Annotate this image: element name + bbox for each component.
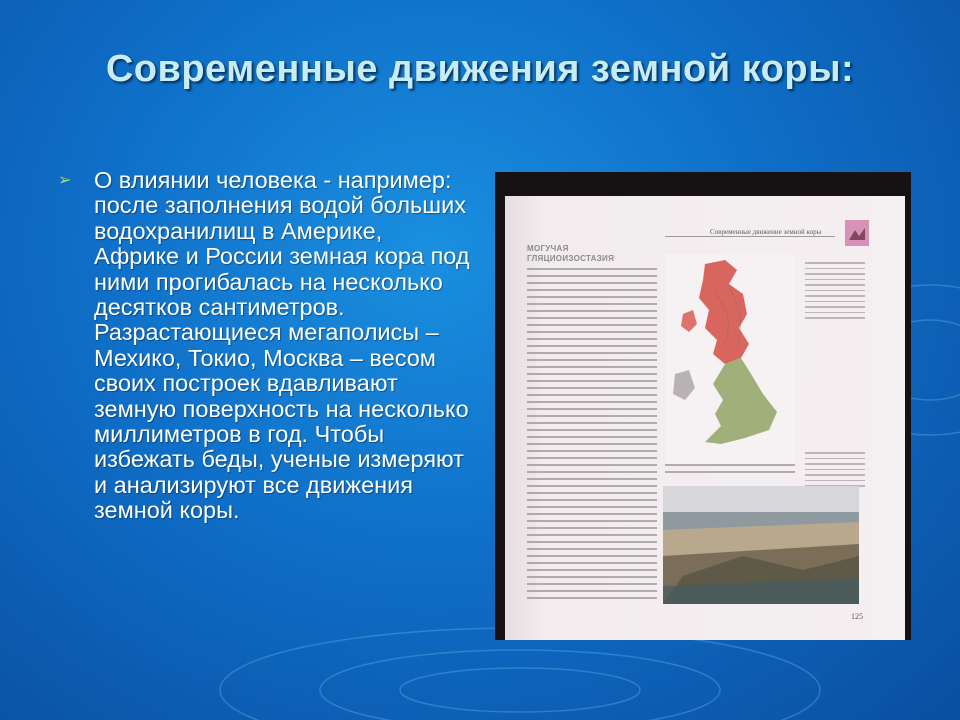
book-page bbox=[505, 196, 905, 640]
chapter-tab-icon bbox=[845, 220, 869, 246]
britain-map-illustration bbox=[665, 254, 795, 464]
page-number: 125 bbox=[851, 612, 863, 621]
slide-title: Современные движения земной коры: bbox=[105, 48, 855, 90]
book-text-lower bbox=[665, 464, 795, 478]
header-rule bbox=[665, 236, 835, 237]
book-section-title: МОГУЧАЯ ГЛЯЦИОИЗОСТАЗИЯ bbox=[527, 244, 615, 263]
book-text-column bbox=[527, 268, 657, 604]
photo-caption-text bbox=[805, 452, 865, 491]
map-legend-text bbox=[805, 262, 865, 323]
textbook-page-image bbox=[495, 172, 911, 640]
bullet-list bbox=[58, 168, 473, 524]
arrow-bullet-icon: ➢ bbox=[58, 172, 72, 189]
book-page-header: Современные движение земной коры bbox=[710, 228, 822, 236]
bullet-item-text: О влиянии человека - например: после заполнения водой больших водохранилищ в Америке, Африке и России земная кора под ними прогибалась на несколько десятков сантиметров. Разрастающиеся мегаполисы – Мехико, Токио, Москва – весом своих построек вдавливают земную поверхность на несколько миллиметров в год. Чтобы избежать беды, ученые измеряют и анализируют все движения земной коры. bbox=[94, 167, 470, 524]
coastline-photo bbox=[663, 486, 859, 604]
